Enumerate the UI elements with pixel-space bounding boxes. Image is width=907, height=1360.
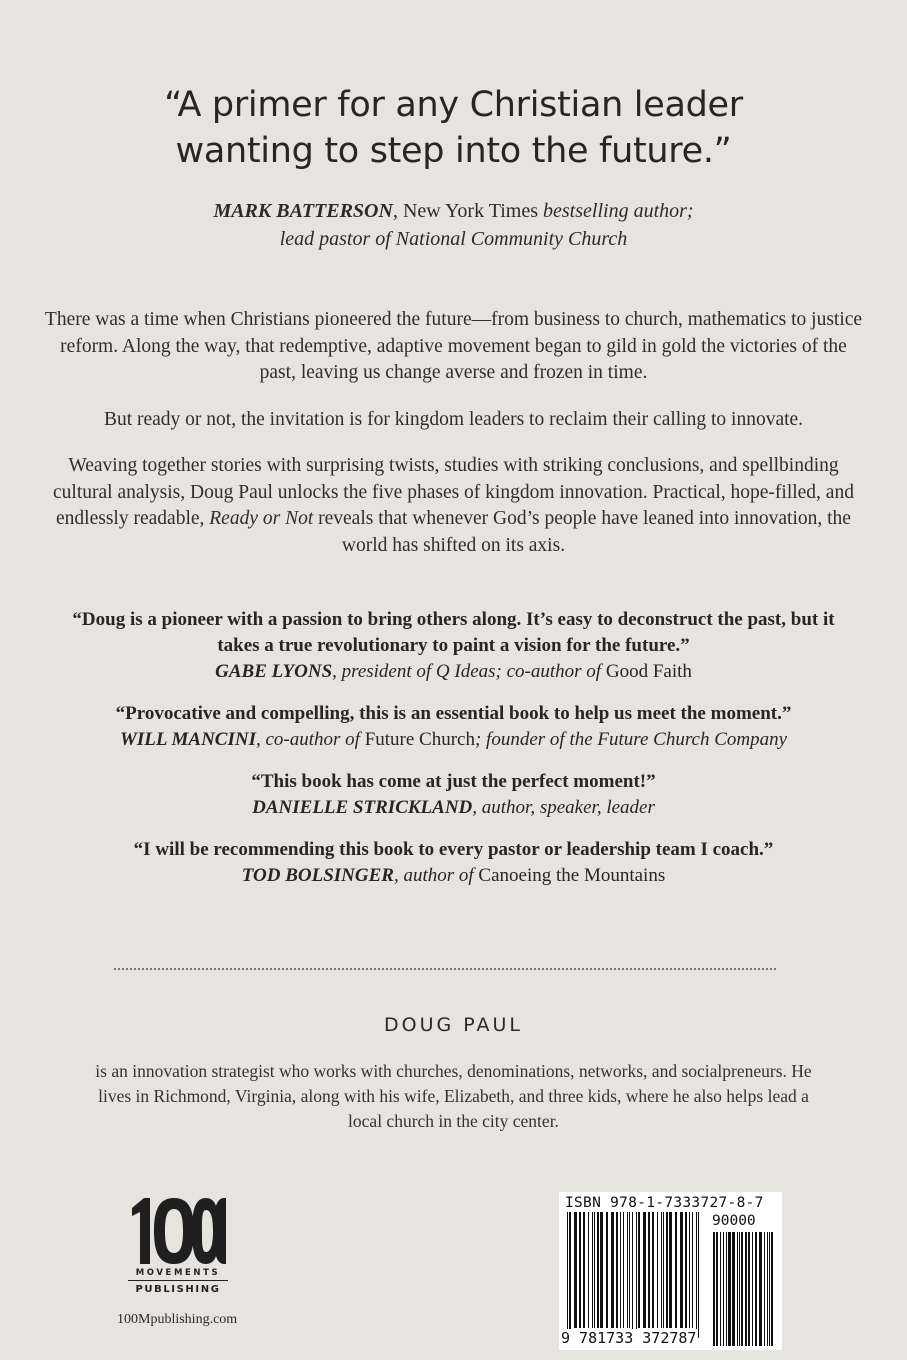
endorsement-book-title: Canoeing the Mountains [478,865,666,886]
barcode-bar [623,1212,624,1328]
barcode-bar [583,1212,585,1328]
endorsement-1 [30,607,877,685]
barcode-bar [574,1212,577,1328]
isbn-text: ISBN 978-1-7333727-8-7 [565,1195,764,1211]
barcode-bar [720,1232,721,1346]
endorsements [30,607,877,905]
headline-line-1: “A primer for any Christian leader [164,85,743,125]
endorsement-book-title: Good Faith [605,661,692,682]
publisher-logo-line1: MOVEMENTS [128,1268,228,1281]
endorsement-quote: “This book has come at just the perfect moment!” [251,771,656,792]
barcode-bar [588,1212,589,1328]
endorsement-role: , author of [393,865,479,886]
endorsement-attribution [30,727,877,753]
endorsement-quote: “Provocative and compelling, this is an essential book to help us meet the moment.” [115,703,792,724]
headline-attribution-role1: bestselling author; [538,200,694,222]
barcode-bar [652,1212,654,1328]
endorsement-3 [30,769,877,821]
endorsement-role: , president of Q Ideas; co-author of [332,661,606,682]
barcode-bar [692,1212,693,1328]
barcode-bar [661,1212,662,1328]
description-paragraph-2: But ready or not, the invitation is for kingdom leaders to reclaim their calling to innovate. [103,408,804,430]
endorsement-4 [30,837,877,889]
barcode-bar [732,1232,735,1346]
barcode-bar [592,1212,593,1328]
barcode-bar [616,1212,618,1328]
barcode-bar [567,1212,568,1338]
barcode-bar [600,1212,603,1328]
endorsement-name: WILL MANCINI [119,729,256,750]
barcode-bar [759,1232,762,1346]
headline-attribution-comma: , [392,200,403,222]
barcode-bar [752,1232,753,1346]
barcode-bar [611,1212,614,1328]
barcode-bar [696,1212,697,1338]
barcode-bar [657,1212,658,1328]
headline-attribution-role2: lead pastor of National Community Church [279,228,628,250]
description-book-title: Ready or Not [209,508,314,529]
barcode-bar [685,1212,687,1328]
barcode-bar [698,1212,699,1338]
barcode-bar [636,1212,637,1338]
endorsement-attribution [30,795,877,821]
barcode-bar [716,1232,718,1346]
barcode-bar [669,1212,672,1328]
endorsement-role: , co-author of [255,729,365,750]
barcode-ean-digits: 9 781733 372787 [561,1329,697,1347]
endorsement-quote: “I will be recommending this book to every pastor or leadership team I coach.” [133,839,774,860]
barcode-bar [620,1212,621,1328]
publisher-logo-mark [128,1196,228,1266]
barcode-bar [680,1212,683,1328]
endorsement-name: DANIELLE STRICKLAND [252,797,473,818]
barcode-bar [723,1232,724,1346]
barcode-bar [726,1232,727,1346]
publisher-logo [128,1196,228,1295]
description-p3-start: Weaving together stories with surprising twists, studies with striking conclusions, and spellbinding cultural analysis, Doug Paul unlocks the five phases of kingdom innovation. Practical, hope-filled, and endlessly readable, [53,455,854,529]
endorsement-2 [30,701,877,753]
barcode-bar [597,1212,599,1328]
barcode-bar [569,1212,571,1338]
barcode-bar [606,1212,608,1328]
barcode-bar [745,1232,747,1346]
description-paragraph-1: There was a time when Christians pioneered the future—from business to church, mathematics to justice reform. Along the way, that redemptive, adaptive movement began to gild in gold the victories of the past, leaving us change averse and frozen in time. [44,309,863,383]
endorsement-name: TOD BOLSINGER [241,865,394,886]
barcode-bar [629,1212,630,1328]
description-paragraph-3 [40,453,867,559]
barcode-bar [579,1212,581,1328]
barcode-bar [737,1232,738,1346]
barcode-bar [764,1232,765,1346]
endorsement-attribution [30,863,877,889]
barcode-bar [675,1212,677,1328]
barcode-bar [769,1232,770,1346]
barcode-bar [741,1232,743,1346]
headline-attribution-publication: New York Times [402,200,539,222]
barcode-bar [594,1212,595,1328]
barcode-bar [638,1212,640,1328]
barcode-bar [643,1212,646,1328]
barcode-bar [755,1232,757,1346]
barcode-bar [627,1212,628,1328]
publisher-website: 100Mpublishing.com [117,1312,238,1327]
author-bio: is an innovation strategist who works with churches, denominations, networks, and socialpreneurs. He lives in Richmond, Virginia, along with his wife, Elizabeth, and three kids, where he also helps lead a local church in the city center. [95,1061,812,1131]
endorsement-role: , author, speaker, leader [472,797,655,818]
book-description [40,307,867,579]
barcode-bar [771,1232,773,1346]
barcode-bar [767,1232,768,1346]
barcode-bar [728,1232,731,1346]
isbn-barcode [559,1192,782,1350]
dotted-divider [114,968,776,970]
endorsement-quote: “Doug is a pioneer with a passion to bring others along. It’s easy to deconstruct the past, but it takes a true revolutionary to paint a vision for the future.” [72,609,835,656]
barcode-bar [739,1232,740,1346]
publisher-logo-line2: PUBLISHING [135,1284,221,1295]
headline-quote [0,82,907,174]
headline-attribution [0,197,907,253]
headline-line-2: wanting to step into the future.” [175,131,732,171]
barcode-bar [713,1232,715,1346]
barcode-bar [648,1212,650,1328]
barcode-bar [632,1212,633,1338]
barcode-addon-digits: 90000 [712,1213,756,1229]
barcode-bar [666,1212,668,1328]
author-name: DOUG PAUL [384,1014,523,1036]
endorsement-role-after: ; founder of the Future Church Company [474,729,788,750]
barcode-bar [689,1212,690,1328]
barcode-bar [663,1212,664,1328]
barcode-bar [748,1232,750,1346]
endorsement-attribution [30,659,877,685]
headline-attribution-name: MARK BATTERSON [213,200,393,222]
description-p3-end: reveals that whenever God’s people have leaned into innovation, the world has shifted on its axis. [313,508,851,556]
endorsement-book-title: Future Church [364,729,475,750]
endorsement-name: GABE LYONS [215,661,333,682]
